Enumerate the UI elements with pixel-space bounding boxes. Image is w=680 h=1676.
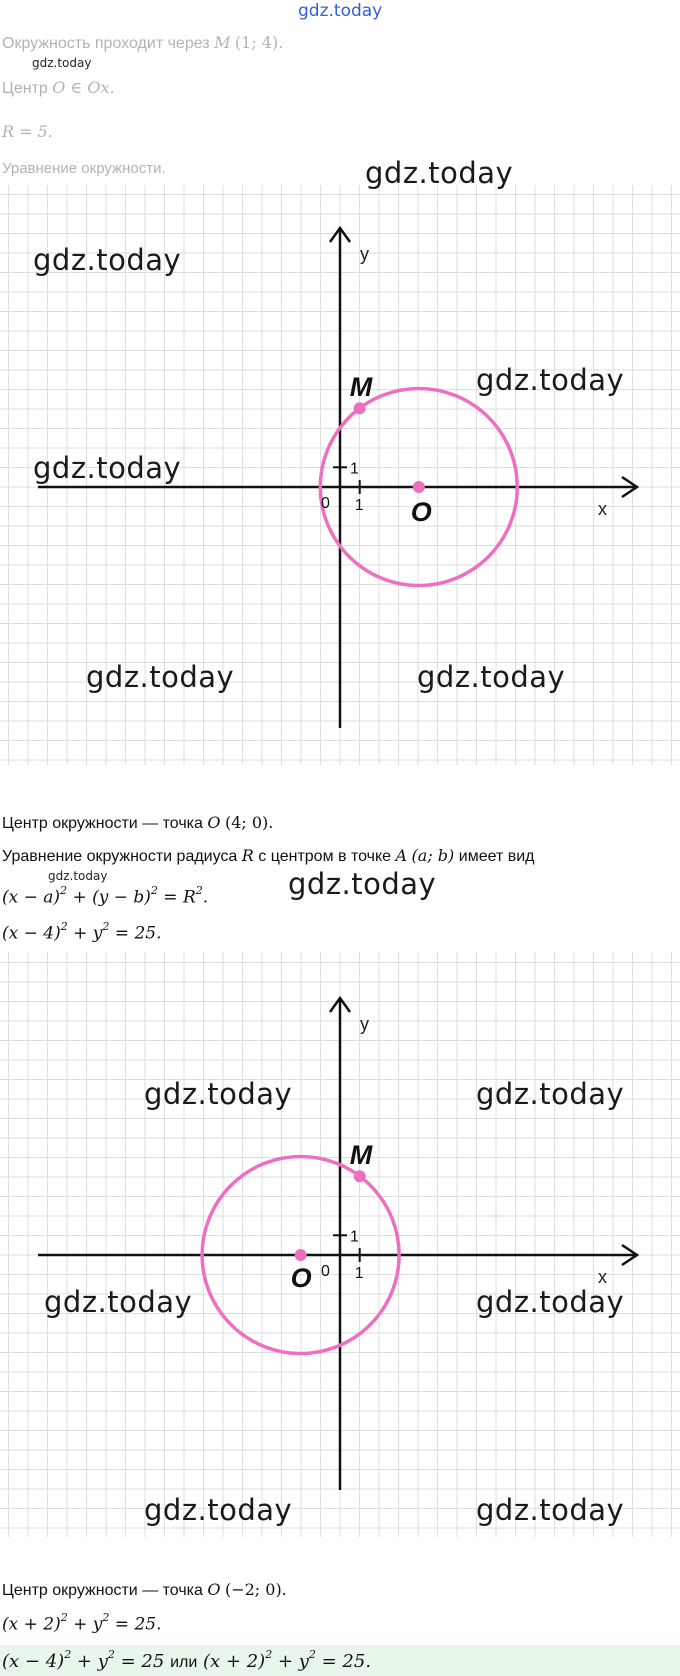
solution1-equation: $(x - 4)^2 + y^2 = 25$. <box>2 920 162 944</box>
center-point <box>295 1249 307 1261</box>
watermark-big: gdz.today <box>476 1077 625 1111</box>
watermark-big: gdz.today <box>476 1493 625 1527</box>
point-o-label: O <box>410 497 432 527</box>
watermark-big: gdz.today <box>365 156 514 190</box>
watermark-big: gdz.today <box>33 243 182 277</box>
point-m-label: M <box>349 372 373 403</box>
watermark-big: gdz.today <box>144 1493 293 1527</box>
origin-label: 0 <box>321 1263 330 1280</box>
point-m <box>354 1170 366 1182</box>
watermark-big: gdz.today <box>476 363 625 397</box>
x-tick-label: 1 <box>354 497 364 514</box>
y-axis-label: y <box>360 244 369 264</box>
y-tick-label: 1 <box>350 1228 359 1246</box>
solution1-center-line: Центр окружности — точка O (4; 0). <box>2 813 274 832</box>
solution2-equation: $(x + 2)^2 + y^2 = 25$. <box>2 1611 162 1635</box>
origin-label: 0 <box>321 495 330 512</box>
watermark-big: gdz.today <box>33 451 182 485</box>
solution1-general-line: Уравнение окружности радиуса R с центром в точке A (a; b) имеет вид <box>2 846 535 865</box>
watermark-big: gdz.today <box>44 1285 193 1319</box>
watermark-top: gdz.today <box>298 1 383 21</box>
intro-center-line: Центр O ∈ Ox. <box>2 78 115 97</box>
watermark-big: gdz.today <box>288 867 437 901</box>
watermark-small: gdz.today <box>48 869 108 883</box>
point-o-label: O <box>290 1263 312 1293</box>
point-m <box>354 402 366 414</box>
watermark-big: gdz.today <box>417 660 566 694</box>
watermark-small: gdz.today <box>32 56 92 70</box>
intro-radius: R = 5. <box>2 122 53 141</box>
center-point <box>413 481 425 493</box>
solution1-general-formula: $(x - a)^2 + (y - b)^2 = R^2$. <box>2 884 209 908</box>
solution2-center-line: Центр окружности — точка O (−2; 0). <box>2 1580 287 1599</box>
watermark-big: gdz.today <box>476 1285 625 1319</box>
point-m-label: M <box>349 1140 373 1171</box>
answer-line: $(x - 4)^2 + y^2 = 25$ или $(x + 2)^2 + y^2 = 25$. <box>2 1648 372 1672</box>
y-axis-label: y <box>360 1014 369 1034</box>
x-axis-label: x <box>598 499 607 519</box>
y-tick-label: 1 <box>350 460 359 478</box>
graph-2-svg <box>0 952 680 1537</box>
graph-2 <box>0 952 680 1537</box>
intro-passes-line: Окружность проходит через M (1; 4). <box>2 33 284 52</box>
watermark-big: gdz.today <box>86 660 235 694</box>
x-tick-label: 1 <box>354 1265 364 1282</box>
intro-equation-heading: Уравнение окружности. <box>2 160 166 177</box>
x-axis-label: x <box>598 1267 607 1287</box>
watermark-big: gdz.today <box>144 1077 293 1111</box>
